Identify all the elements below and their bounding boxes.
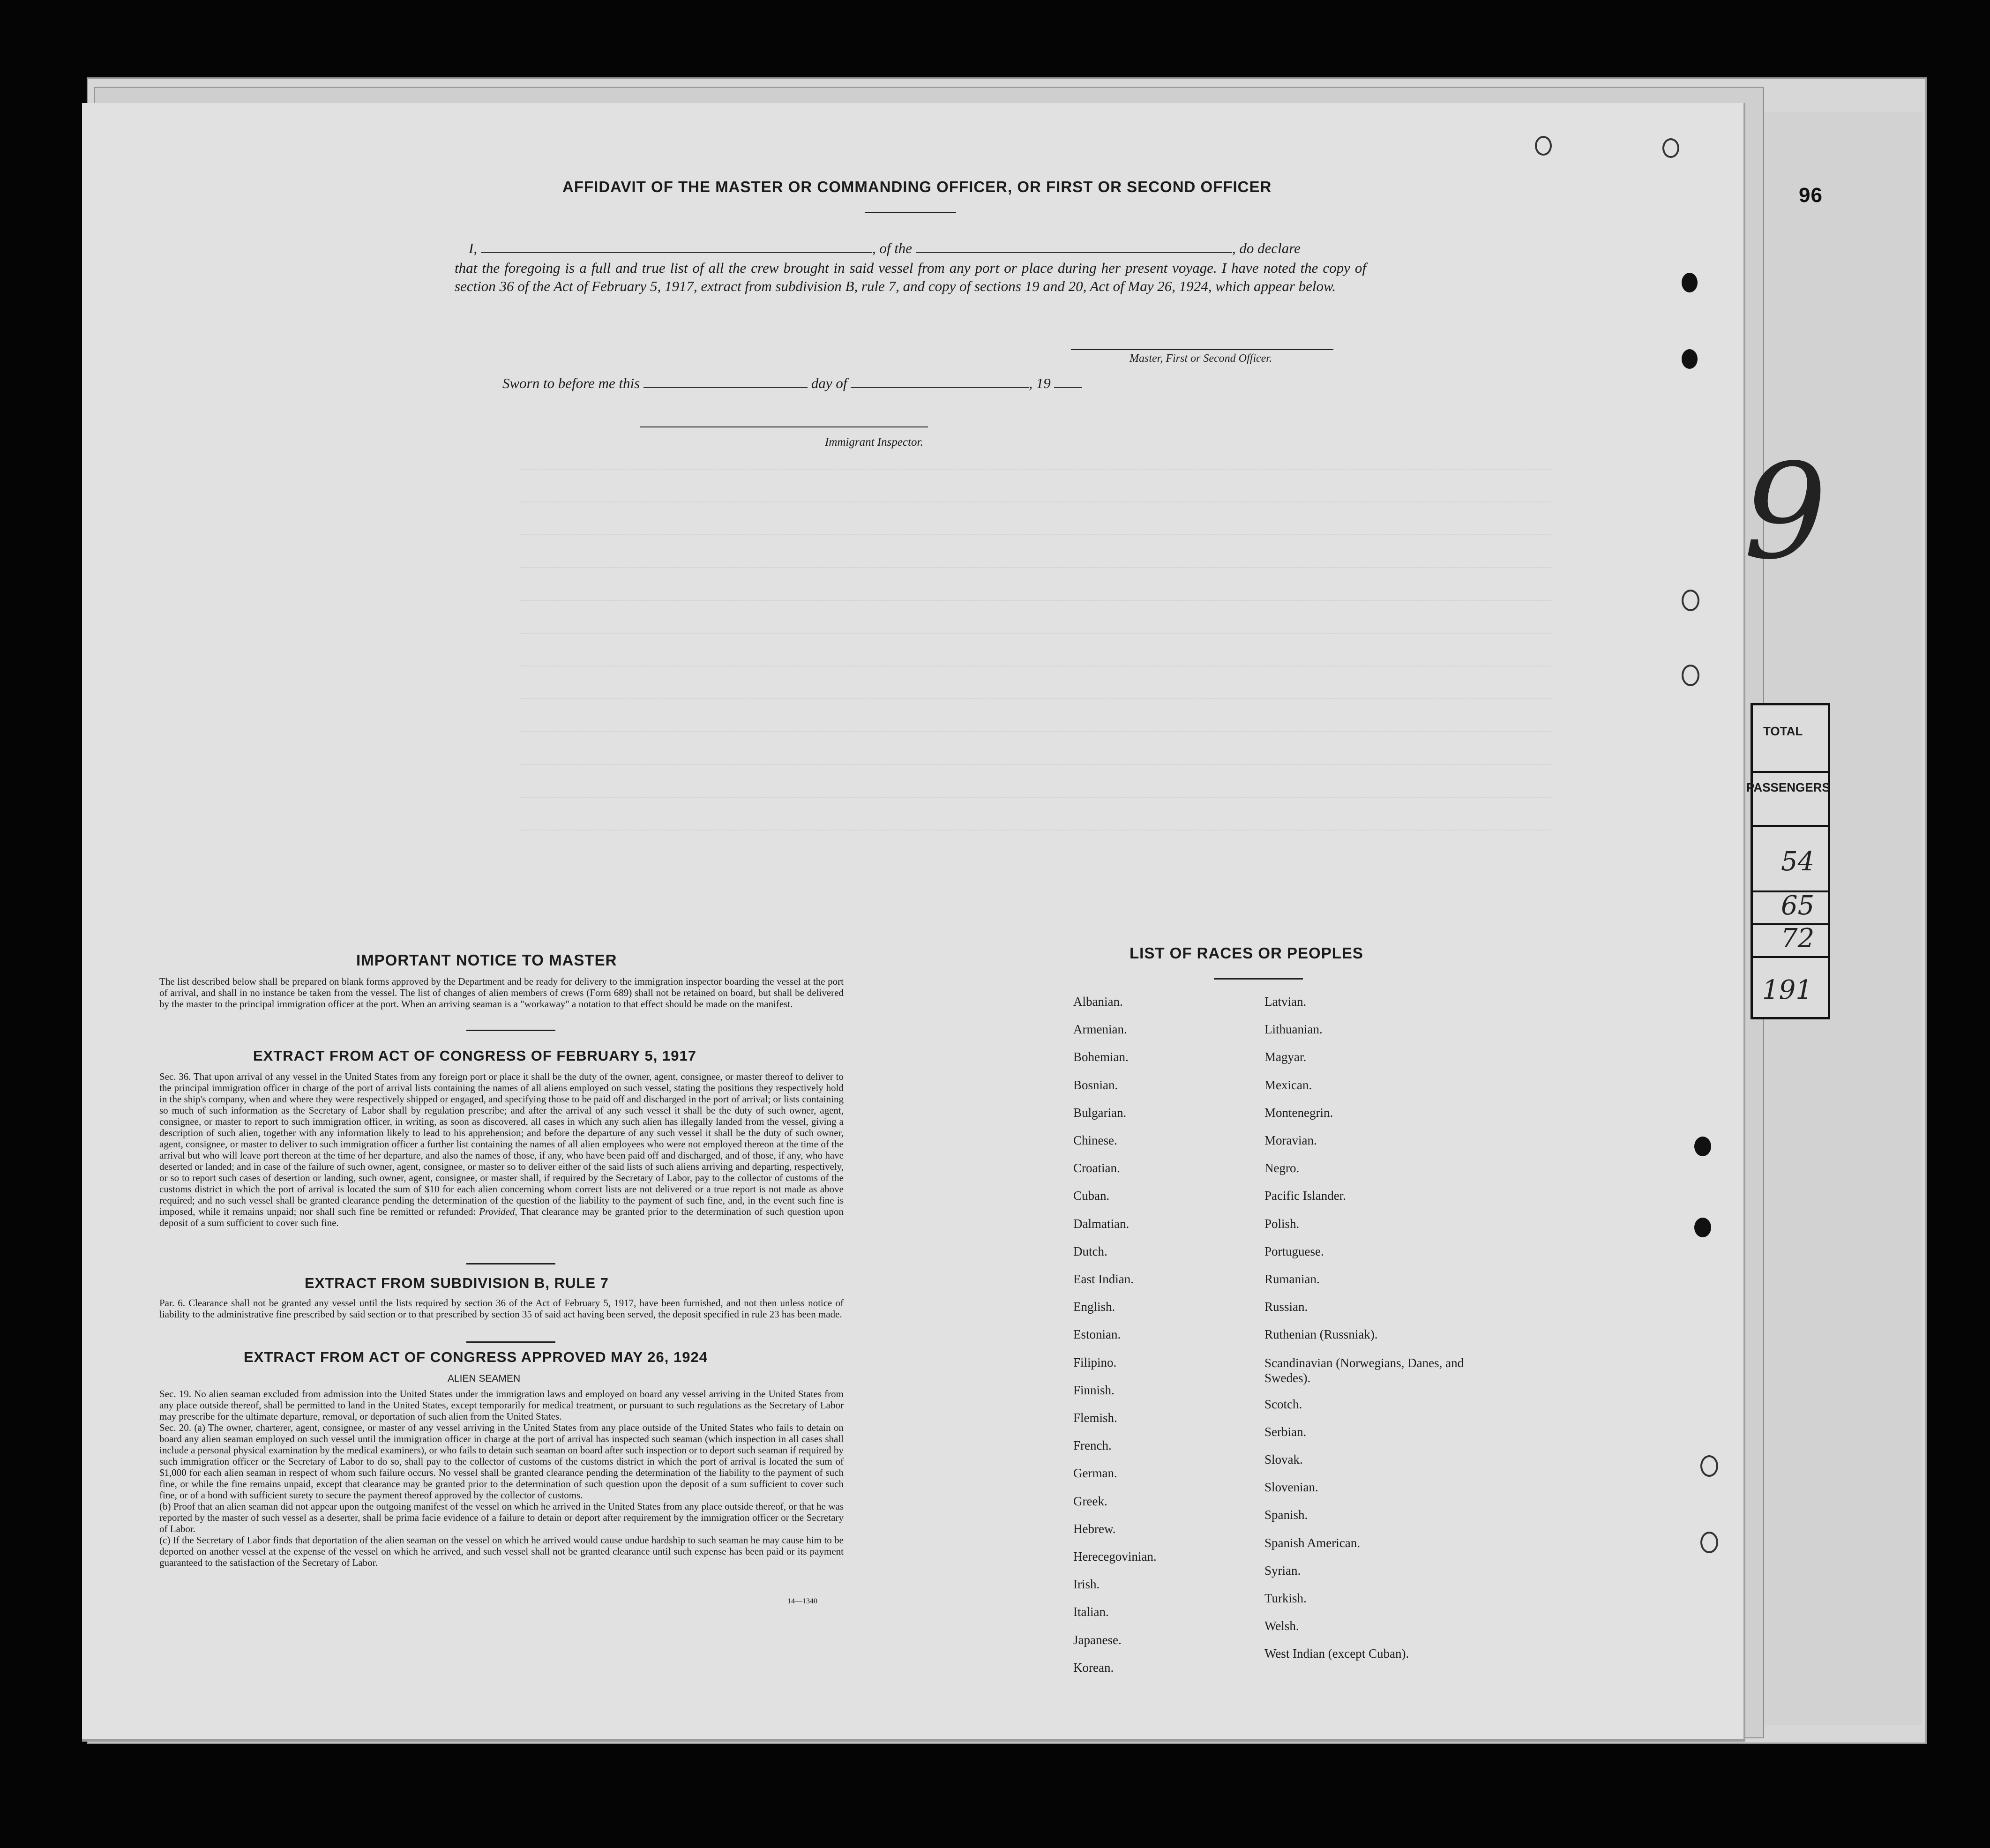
punch-hole	[1700, 1455, 1718, 1477]
extract-1924-subtitle: ALIEN SEAMEN	[448, 1373, 521, 1384]
extract-1924-title: EXTRACT FROM ACT OF CONGRESS APPROVED MAY 26, 1924	[244, 1349, 708, 1365]
race-entry: Italian.	[1073, 1605, 1109, 1619]
page-number: 96	[1799, 184, 1823, 207]
race-entry: Chinese.	[1073, 1133, 1117, 1147]
rule7-rule	[466, 1341, 555, 1343]
race-entry: Bohemian.	[1073, 1050, 1129, 1064]
extract-1917-rule	[466, 1263, 555, 1264]
punch-hole	[1694, 1137, 1711, 1156]
punch-hole	[1682, 273, 1698, 292]
notice-title: IMPORTANT NOTICE TO MASTER	[356, 951, 617, 969]
punch-hole	[1682, 665, 1699, 686]
day-of-text: day of	[811, 375, 847, 391]
punch-hole	[1535, 136, 1552, 156]
race-entry: Montenegrin.	[1264, 1105, 1333, 1120]
sec20a-text: Sec. 20. (a) The owner, charterer, agent, consignee, or master of any vessel arriving in the United States from any place outside of the United States who fails to detain on board any alien seaman employed on such vessel until the immigration officer in charge at the port of arrival has inspected such seaman (which inspection in all cases shall include a personal physical examination by the medical examiners), or who fails to detain such seaman on board after such inspection or to deport such seaman if required by such immigration officer or the Secretary of Labor to do so, shall pay to the collector of customs of the customs district in which the port of arrival is located the sum of $1,000 for each alien seaman in respect of whom such failure occurs. No vessel shall be granted clearance pending the determination of the liability to the payment of such fine, or while the fine remains unpaid, except that clearance may be granted prior to the determination of such question upon the deposit of a sum sufficient to cover such fine, or of a bond with sufficient surety to secure the payment thereof approved by the collector of customs.	[159, 1422, 844, 1501]
total-passengers-box	[1746, 703, 1830, 1019]
race-entry: Croatian.	[1073, 1161, 1120, 1175]
master-signature-label: Master, First or Second Officer.	[1130, 352, 1272, 365]
declaration-of-the: , of the	[872, 240, 913, 256]
sec20c-text: (c) If the Secretary of Labor finds that deportation of the alien seaman on the vessel on which he arrived would cause undue hardship to such seaman he may cause him to be deported on another vessel at the expense of the vessel on which he arrived, and such vessel shall not be granted clearance until such expense has been paid or its payment guaranteed to the satisfaction of the Secretary of Labor.	[159, 1534, 844, 1568]
race-entry: Dutch.	[1073, 1244, 1107, 1258]
race-entry: Negro.	[1264, 1161, 1300, 1175]
race-entry: Mexican.	[1264, 1077, 1312, 1092]
race-entry: Estonian.	[1073, 1327, 1121, 1342]
race-entry: Finnish.	[1073, 1383, 1115, 1397]
total-value-4: 191	[1762, 975, 1812, 1005]
extract-1924-body	[159, 1388, 844, 1568]
race-entry: Lithuanian.	[1264, 1022, 1323, 1037]
race-entry: Armenian.	[1073, 1022, 1127, 1037]
rule7-body: Par. 6. Clearance shall not be granted any vessel until the lists required by section 36 of the Act of February 5, 1917, have been furnished, and not then unless notice of liability to the administrative fine prescribed by said section or to that prescribed by section 35 of said act having been served, the deposit specified in rule 23 has been made.	[159, 1297, 844, 1320]
race-entry: Herecegovinian.	[1073, 1549, 1157, 1564]
affidavit-title: AFFIDAVIT OF THE MASTER OR COMMANDING OFFICER, OR FIRST OR SECOND OFFICER	[562, 178, 1272, 195]
race-entry: Polish.	[1264, 1216, 1300, 1231]
race-entry: Rumanian.	[1264, 1272, 1320, 1286]
race-entry: Scandinavian (Norwegians, Danes, and Swedes).	[1264, 1355, 1464, 1385]
race-entry: Russian.	[1264, 1300, 1308, 1314]
race-entry: Dalmatian.	[1073, 1216, 1130, 1231]
race-entry: Korean.	[1073, 1660, 1114, 1675]
race-entry: Flemish.	[1073, 1411, 1117, 1425]
notice-rule	[466, 1030, 555, 1031]
race-entry: Cuban.	[1073, 1189, 1110, 1203]
total-value-2: 65	[1781, 890, 1815, 921]
race-entry: Moravian.	[1264, 1133, 1317, 1147]
race-entry: Filipino.	[1073, 1355, 1117, 1369]
form-code: 14—1340	[787, 1597, 817, 1605]
race-entry: West Indian (except Cuban).	[1264, 1646, 1409, 1661]
race-entry: East Indian.	[1073, 1272, 1134, 1286]
race-entry: Greek.	[1073, 1494, 1107, 1508]
race-entry: Slovenian.	[1264, 1480, 1318, 1495]
extract-1917-body	[159, 1071, 844, 1228]
race-entry: Slovak.	[1264, 1452, 1303, 1466]
races-rule	[1214, 978, 1303, 980]
punch-hole	[1700, 1532, 1718, 1553]
year-prefix: , 19	[1029, 375, 1051, 391]
race-entry: English.	[1073, 1300, 1115, 1314]
bleed-through-text	[520, 197, 1551, 900]
race-entry: Albanian.	[1073, 995, 1123, 1009]
punch-hole	[1694, 1218, 1711, 1237]
race-entry: Magyar.	[1264, 1050, 1307, 1064]
total-value-3: 72	[1781, 923, 1815, 954]
inspector-label: Immigrant Inspector.	[825, 436, 923, 449]
race-entry: Ruthenian (Russniak).	[1264, 1327, 1378, 1342]
total-header-line1: TOTAL	[1763, 724, 1803, 738]
race-entry: Bulgarian.	[1073, 1105, 1127, 1120]
race-entry: French.	[1073, 1438, 1112, 1453]
extract-1917-body-start: Sec. 36. That upon arrival of any vessel in the United States from any foreign port or place it shall be the duty of the owner, agent, consignee, or master thereof to deliver to the principal immigration officer in charge of the port of arrival lists containing the names of all aliens employed on such vessel, stating the positions they respectively hold in the ship's company, when and where they were respectively shipped or engaged, and specifying those to be paid off and discharged in the port of arrival; or lists containing so much of such information as the Secretary of Labor shall by regulation prescribe; and after the arrival of any such vessel it shall be the duty of such owner, agent, consignee, or master to report to such immigration officer, in writing, as soon as discovered, all cases in which any such alien has illegally landed from the vessel, giving a description of such alien, together with any information likely to lead to his apprehension; and before the departure of any such vessel it shall be the duty of such owner, agent, consignee, or master to deliver to such immigration officer a further list containing the names of all alien employees who were not employed thereon at the time of the arrival but who will leave port thereon at the time of her departure, and also the names of those, if any, who have been paid off and discharged, and of those, if any, who have deserted or landed; and in case of the failure of such owner, agent, consignee, or master so to deliver either of the said lists of such aliens arriving and departing, respectively, or so to report such cases of desertion or landing, such owner, agent, consignee, or master shall, if required by the Secretary of Labor, pay to the collector of customs of the customs district in which the port of arrival is located the sum of $10 for each alien concerning whom correct lists are not delivered or a true report is not made as above required; and no such vessel shall be granted clearance pending the determination of the question of the liability to the payment of such fine, and, in the event such fine is imposed, while it remains unpaid; nor shall such fine be remitted or refunded:	[159, 1071, 844, 1217]
extract-1917-proviso: Provided,	[479, 1206, 517, 1217]
race-entry: Latvian.	[1264, 995, 1307, 1009]
total-header-line2: PASSENGERS	[1746, 780, 1830, 794]
sworn-text: Sworn to before me this	[502, 375, 640, 391]
race-entry: Syrian.	[1264, 1563, 1301, 1578]
punch-hole	[1682, 590, 1699, 611]
race-entry: Hebrew.	[1073, 1521, 1116, 1536]
extract-1917-body-end: That clearance may be granted prior to the determination of such question upon deposit of a sum sufficient to cover such fine.	[159, 1206, 844, 1228]
race-entry: Serbian.	[1264, 1424, 1307, 1439]
punch-hole	[1662, 138, 1679, 158]
punch-hole	[1682, 349, 1698, 369]
race-entry: Japanese.	[1073, 1632, 1122, 1647]
race-entry: Portuguese.	[1264, 1244, 1324, 1258]
race-entry: Irish.	[1073, 1577, 1100, 1592]
race-entry: Welsh.	[1264, 1619, 1299, 1633]
race-entry: German.	[1073, 1466, 1117, 1481]
race-entry: Spanish American.	[1264, 1535, 1360, 1550]
race-entry: Spanish.	[1264, 1508, 1308, 1522]
total-value-1: 54	[1781, 846, 1815, 877]
sec20b-text: (b) Proof that an alien seaman did not appear upon the outgoing manifest of the vessel on which he arrived in the United States from any place outside thereof, or that he was reported by the master of such vessel as a deserter, shall be prima facie evidence of a failure to detain or deport after requirement by the immigration officer or the Secretary of Labor.	[159, 1501, 844, 1534]
sec19-text: Sec. 19. No alien seaman excluded from admission into the United States under the immigration laws and employed on board any vessel arriving in the United States from any place outside thereof, shall be permitted to land in the United States, except temporarily for medical treatment, or pursuant to such regulations as the Secretary of Labor may prescribe for the ultimate departure, removal, or deportation of such alien from the United States.	[159, 1388, 844, 1422]
race-entry: Bosnian.	[1073, 1077, 1118, 1092]
extract-1917-title: EXTRACT FROM ACT OF CONGRESS OF FEBRUARY 5, 1917	[253, 1047, 696, 1064]
races-title: LIST OF RACES OR PEOPLES	[1130, 944, 1363, 962]
handwritten-mark: 9	[1743, 436, 1827, 589]
declaration-i: I,	[469, 240, 478, 256]
race-entry: Pacific Islander.	[1264, 1189, 1346, 1203]
affidavit-body: that the foregoing is a full and true list of all the crew brought in said vessel from any port or place during her present voyage. I have noted the copy of section 36 of the Act of February 5, 1917, extract from subdivision B, rule 7, and copy of sections 19 and 20, Act of May 26, 1924, which appear below.	[455, 260, 1366, 294]
race-entry: Scotch.	[1264, 1397, 1302, 1411]
notice-body: The list described below shall be prepared on blank forms approved by the Department and be ready for delivery to the immigration inspector boarding the vessel at the port of arrival, and shall in no instance be taken from the vessel. The list of changes of alien members of crews (Form 689) shall not be retained on board, but shall be delivered by the master to the principal immigration officer at the port. When an arriving seaman is a "workaway" a notation to that effect should be made on the manifest.	[159, 976, 844, 1010]
rule7-title: EXTRACT FROM SUBDIVISION B, RULE 7	[305, 1275, 609, 1291]
race-entry: Turkish.	[1264, 1591, 1307, 1605]
declaration-declare: , do declare	[1232, 240, 1301, 256]
